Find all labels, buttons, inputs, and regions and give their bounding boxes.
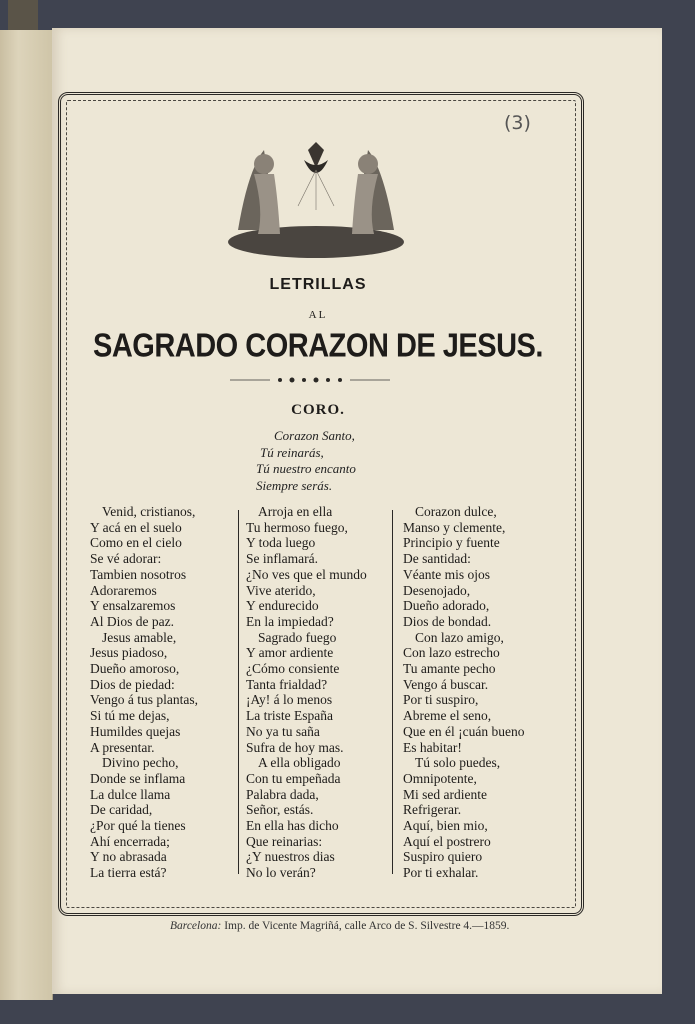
verse-line: Manso y clemente, (403, 519, 506, 535)
verse-line: Dios de bondad. (403, 613, 492, 629)
verse-line: Dueño amoroso, (90, 661, 180, 677)
chorus-line: Corazon Santo, (274, 428, 355, 443)
verse-line: Con lazo amigo, (415, 629, 504, 645)
verse-line: Principio y fuente (403, 535, 500, 551)
verse-line: Vengo á tus plantas, (90, 692, 198, 708)
verse-line: Corazon dulce, (415, 504, 497, 519)
verse-line: Vengo á buscar. (403, 676, 489, 692)
verse-line: Es habitar! (403, 739, 462, 755)
verse-line: Señor, estás. (246, 802, 314, 818)
verse-line: Tanta frialdad? (246, 676, 328, 692)
divider-ornament (230, 374, 390, 386)
verse-column-2 (246, 504, 367, 881)
verse-line: Humildes quejas (90, 723, 181, 739)
verse-line: Sufra de hoy mas. (246, 739, 344, 755)
title-letrillas: LETRILLAS (269, 276, 367, 293)
verse-line: Aquí, bien mio, (403, 818, 488, 834)
verse-line: Aquí el postrero (403, 833, 491, 849)
verse-line: No ya tu saña (246, 723, 320, 739)
verse-line: Y amor ardiente (246, 645, 334, 661)
verse-line: Sagrado fuego (258, 629, 337, 645)
verse-line: Tú solo puedes, (415, 755, 501, 771)
chorus-line: Tú reinarás, (260, 444, 324, 460)
chorus-block (256, 428, 356, 494)
verse-line: Y ensalzaremos (90, 598, 176, 614)
verse-line: En la impiedad? (246, 613, 334, 629)
verse-line: Como en el cielo (90, 535, 182, 551)
verse-line: En ella has dicho (246, 818, 339, 834)
column-rule (238, 510, 239, 874)
verse-line: Ahí encerrada; (90, 833, 170, 849)
imprint-text: Imp. de Vicente Magriñá, calle Arco de S. Silvestre 4.—1859. (224, 920, 510, 932)
verse-line: Se inflamará. (246, 551, 318, 567)
main-title: SAGRADO CORAZON DE JESUS. (93, 327, 543, 365)
shelfmark: (3) (504, 112, 531, 134)
column-rule (392, 510, 393, 874)
verse-line: Y acá en el suelo (90, 519, 182, 535)
chorus-line: Tú nuestro encanto (256, 461, 356, 476)
verse-column-1 (90, 504, 198, 881)
verse-line: Véante mis ojos (403, 566, 490, 582)
verse-line: La tierra está? (90, 865, 167, 881)
verse-line: Que reinarias: (246, 833, 323, 849)
verse-line: Desenojado, (403, 582, 471, 598)
verse-line: Y no abrasada (90, 849, 167, 865)
verse-line: Abreme el seno, (403, 708, 492, 724)
verse-line: Vive aterido, (246, 582, 316, 598)
verse-line: Y endurecido (246, 598, 319, 614)
verse-line: Con tu empeñada (246, 770, 341, 786)
imprint-line (170, 920, 509, 932)
book-spine (0, 30, 53, 1000)
verse-line: Adoraremos (90, 582, 157, 598)
verse-line: Si tú me dejas, (90, 708, 170, 724)
verse-line: Arroja en ella (258, 504, 333, 519)
verse-line: La dulce llama (90, 786, 171, 802)
verse-line: Por ti exhalar. (403, 865, 479, 881)
verse-line: Tambien nosotros (90, 566, 187, 582)
title-al: AL (308, 309, 328, 321)
verse-line: De caridad, (90, 802, 153, 818)
chorus-line: Siempre serás. (256, 477, 333, 493)
verse-line: Con lazo estrecho (403, 645, 500, 661)
verse-line: Omnipotente, (403, 770, 477, 786)
verse-line: A ella obligado (258, 755, 341, 771)
verse-line: Jesus piadoso, (90, 645, 168, 661)
verse-line: Venid, cristianos, (102, 504, 196, 519)
verse-line: Dueño adorado, (403, 598, 490, 614)
verse-line: No lo verán? (246, 865, 316, 881)
verse-line: Jesus amable, (102, 629, 177, 645)
imprint-city: Barcelona: (170, 920, 222, 932)
verse-line: De santidad: (403, 551, 471, 567)
verse-line: Mi sed ardiente (403, 786, 487, 802)
book-spine-edge (8, 0, 38, 30)
verse-line: ¿No ves que el mundo (246, 566, 367, 582)
verse-line: A presentar. (90, 739, 155, 755)
verse-line: ¡Ay! á lo menos (246, 692, 333, 708)
verse-line: Donde se inflama (90, 770, 186, 786)
verse-column-3 (403, 504, 524, 881)
verse-line: Dios de piedad: (90, 676, 175, 692)
verse-line: ¿Cómo consiente (246, 661, 340, 677)
verse-line: Palabra dada, (246, 786, 319, 802)
verse-line: La triste España (246, 708, 333, 724)
verse-line: Suspiro quiero (403, 849, 483, 865)
verse-line: Tu hermoso fuego, (246, 519, 348, 535)
verse-line: Por ti suspiro, (403, 692, 479, 708)
verse-line: Que en él ¡cuán bueno (403, 723, 525, 739)
chorus-heading: CORO. (291, 402, 345, 418)
verse-line: Se vé adorar: (90, 551, 162, 567)
verse-line: Y toda luego (246, 535, 316, 551)
sacred-heart-angels-vignette (218, 130, 414, 260)
verse-line: Tu amante pecho (403, 661, 496, 677)
verse-line: Divino pecho, (102, 755, 179, 771)
verse-line: ¿Por qué la tienes (90, 818, 186, 834)
verse-line: Refrigerar. (403, 802, 462, 818)
verse-line: ¿Y nuestros dias (246, 849, 335, 865)
verse-line: Al Dios de paz. (90, 613, 174, 629)
